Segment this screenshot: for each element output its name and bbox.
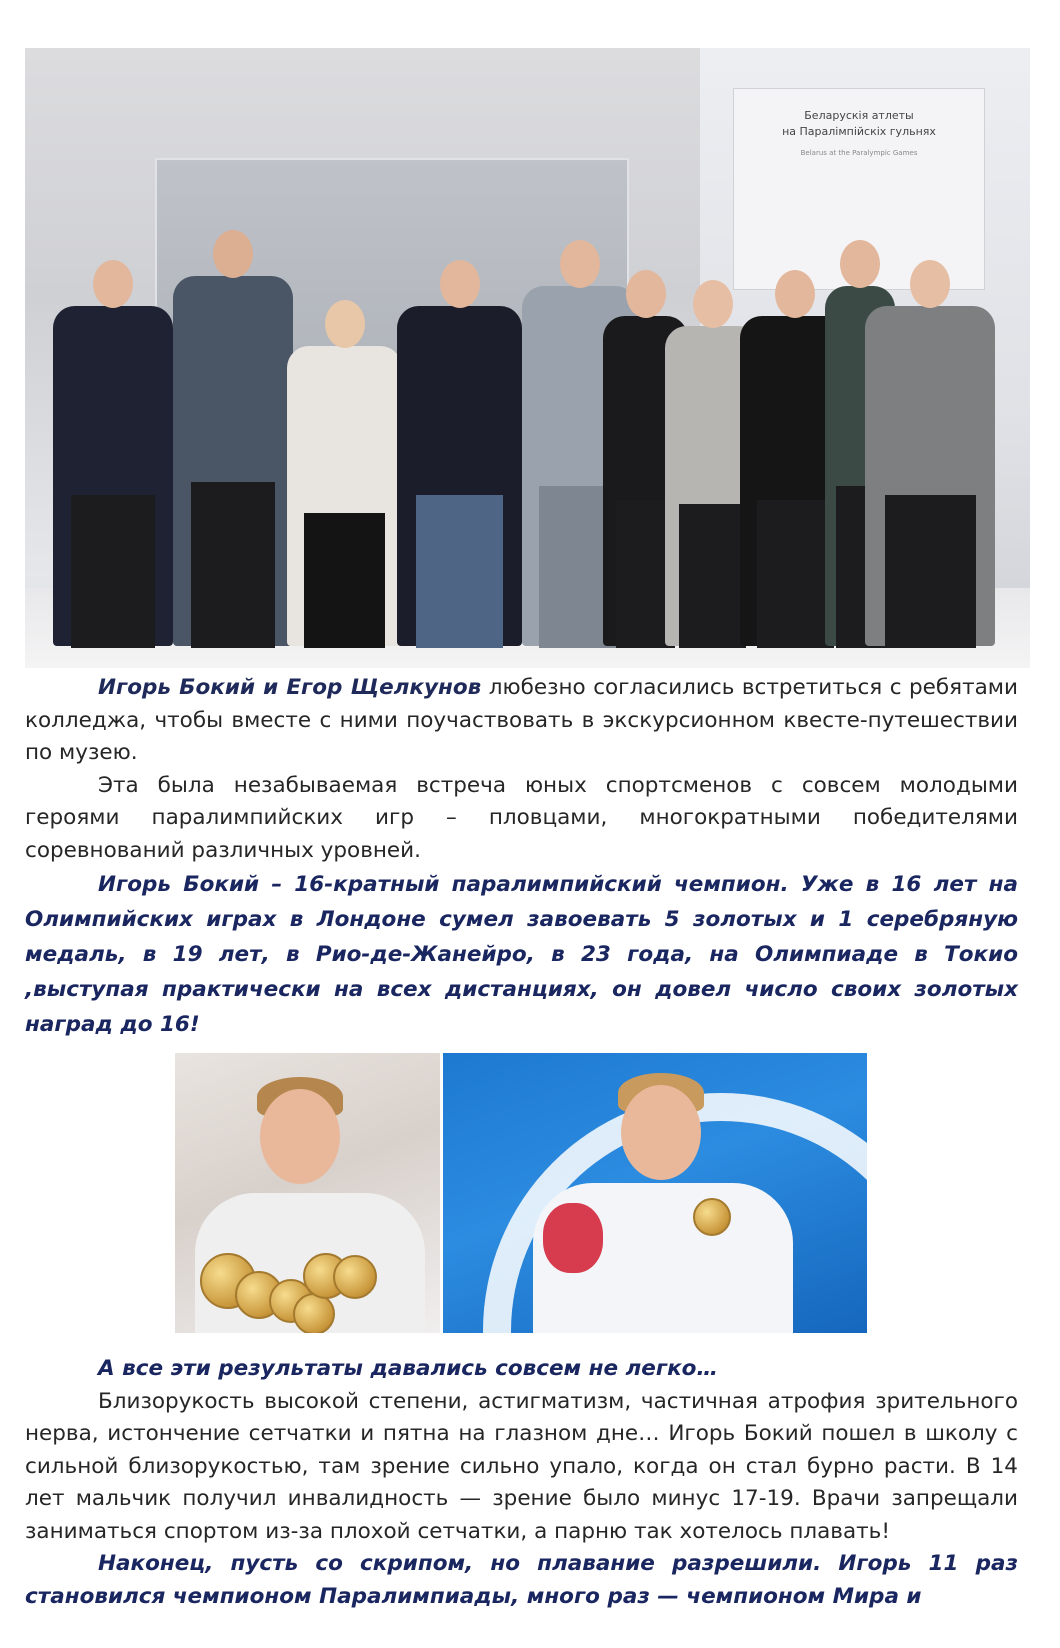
paragraph-intro (25, 672, 1018, 770)
paragraph-eyesight: Близорукость высокой степени, астигматизм, частичная атрофия зрительного нерва, истончение сетчатки и пятна на глазном дне… Игорь Бокий пошел в школу с сильной близорукостью, там зрение сильно упало, когда он стал бурно расти. В 14 лет мальчик получил инвалидность — зрение было минус 17-19. Врачи запрещали заниматься спортом из-за плохой сетчатки, а парню так хотелось плавать! (25, 1388, 1018, 1544)
paragraph-difficulty: А все эти результаты давались совсем не легко… (98, 1356, 718, 1381)
paragraph-meeting: Эта была незабываемая встреча юных спортсменов с совсем молодыми героями паралимпийских игр – пловцами, многократными победителями соревнований различных уровней. (25, 772, 1018, 863)
paragraph-achievements: Игорь Бокий – 16-кратный паралимпийский чемпион. Уже в 16 лет на Олимпийских играх в Лондоне сумел завоевать 5 золотых и 1 серебряную медаль, в 19 лет, в Рио-де-Жанейро, в 23 года, на Олимпиаде в Токио ,выступая практически на всех дистанциях, он довел число своих золотых наград до 16! (25, 872, 1018, 1037)
medal-photo-right (443, 1053, 867, 1333)
person (397, 306, 522, 646)
person (287, 346, 402, 646)
sign-title: Беларускія атлеты (804, 109, 914, 122)
person (53, 306, 173, 646)
gold-medal (693, 1198, 731, 1236)
athlete-names: Игорь Бокий и Егор Щелкунов (98, 675, 482, 700)
text-section-2 (25, 1353, 1018, 1613)
sign-english: Belarus at the Paralympic Games (800, 149, 918, 157)
text-section-1 (25, 672, 1018, 1042)
paragraph-swimming: Наконец, пусть со скрипом, но плавание разрешили. Игорь 11 раз становился чемпионом Паралимпиады, много раз — чемпионом Мира и (25, 1551, 1018, 1609)
flower-bouquet (543, 1203, 603, 1273)
group-photo (25, 48, 1030, 668)
gold-medal (333, 1255, 377, 1299)
intro-text: любезно согласились встретиться с ребятами колледжа, чтобы вместе с ними поучаствовать в экскурсионном квесте-путешествии по музею. (25, 675, 1018, 765)
person (865, 306, 995, 646)
sign-subtitle: на Паралімпійскіх гульнях (782, 125, 936, 138)
person (173, 276, 293, 646)
medals-photo-left (175, 1053, 440, 1333)
gold-medal (293, 1293, 335, 1333)
